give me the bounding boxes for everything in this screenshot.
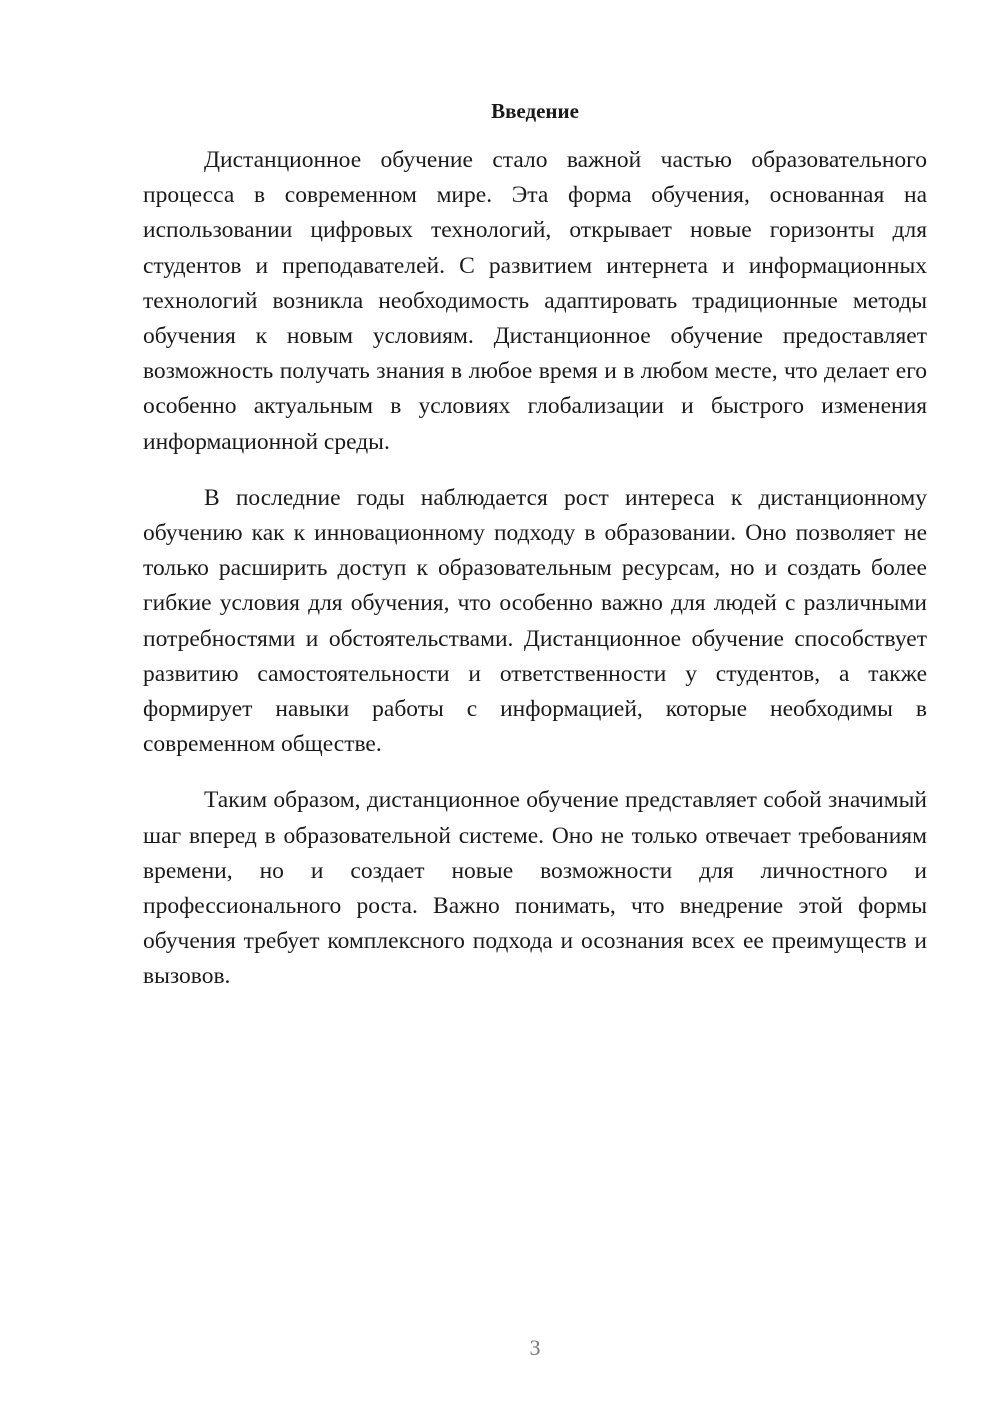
page-number: 3: [529, 1335, 541, 1360]
paragraph-3: Таким образом, дистанционное обучение представляет собой значимый шаг вперед в образовательной системе. Оно не только отвечает требованиям времени, но и создает новые возможности для личностного и профессионального роста. Важно понимать, что внедрение этой формы обучения требует комплексного подхода и осознания всех ее преимуществ и вызовов.: [143, 787, 927, 990]
paragraph-2: В последние годы наблюдается рост интереса к дистанционному обучению как к инновационному подходу в образовании. Оно позволяет не только расширить доступ к образовательным ресурсам, но и создать более гибкие условия для обучения, что особенно важно для людей с различными потребностями и обстоятельствами. Дистанционное обучение способствует развитию самостоятельности и ответственности у студентов, а также формирует навыки работы с информацией, которые необходимы в современном обществе.: [143, 484, 927, 758]
section-heading: Введение: [491, 99, 579, 123]
body-text: [143, 143, 927, 1016]
paragraph-1: Дистанционное обучение стало важной частью образовательного процесса в современном мире. Эта форма обучения, основанная на использовании цифровых технологий, открывает новые горизонты для студентов и преподавателей. С развитием интернета и информационных технологий возникла необходимость адаптировать традиционные методы обучения к новым условиям. Дистанционное обучение предоставляет возможность получать знания в любое время и в любом месте, что делает его особенно актуальным в условиях глобализации и быстрого изменения информационной среды.: [143, 147, 927, 455]
